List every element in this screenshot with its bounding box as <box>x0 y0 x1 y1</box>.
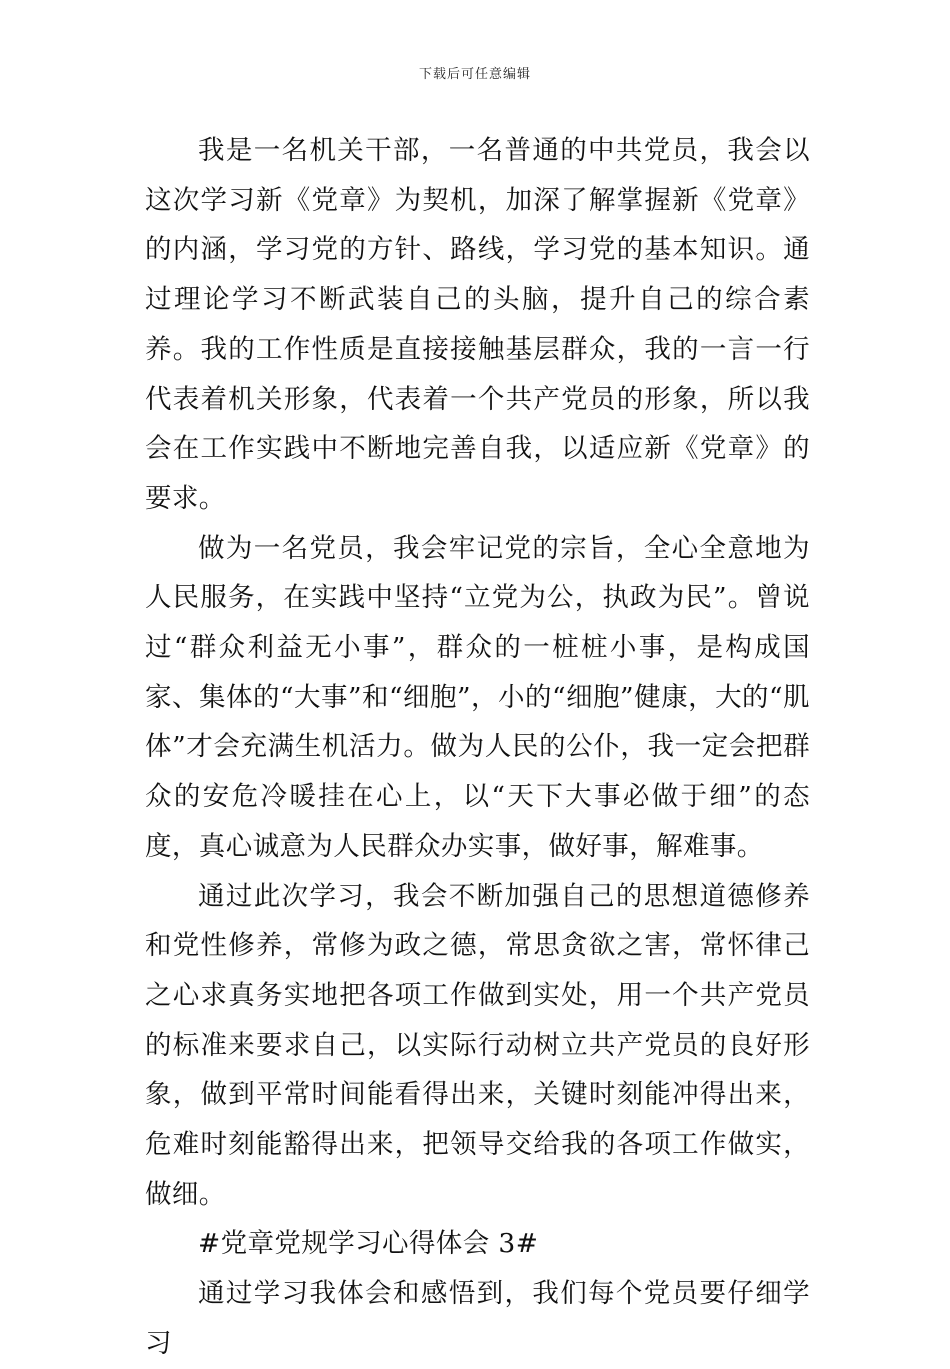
paragraph-4: 通过学习我体会和感悟到，我们每个党员要仔细学习 <box>145 1278 810 1359</box>
paragraph-1: 我是一名机关干部，一名普通的中共党员，我会以这次学习新《党章》为契机，加深了解掌握新《党章》的内涵，学习党的方针、路线，学习党的基本知识。通过理论学习不断武装自己的头脑，提升自己的综合素养。我的工作性质是直接接触基层群众，我的一言一行代表着机关形象，代表着一个共产党员的形象，所以我会在工作实践中不断地完善自我，以适应新《党章》的要求。 <box>145 135 810 514</box>
paragraph-2: 做为一名党员，我会牢记党的宗旨，全心全意地为人民服务，在实践中坚持“立党为公，执政为民”。曾说过“群众利益无小事”，群众的一桩桩小事，是构成国家、集体的“大事”和“细胞”，小的“细胞”健康，大的“肌体”才会充满生机活力。做为人民的公仆，我一定会把群众的安危冷暖挂在心上，以“天下大事必做于细”的态度，真心诚意为人民群众办实事，做好事，解难事。 <box>145 532 810 862</box>
section-heading: #党章党规学习心得体会 3# <box>198 1228 539 1260</box>
document-body <box>145 126 810 1369</box>
page-header: 下载后可任意编辑 <box>418 67 531 82</box>
paragraph-3: 通过此次学习，我会不断加强自己的思想道德修养和党性修养，常修为政之德，常思贪欲之害，常怀律己之心求真务实地把各项工作做到实处，用一个共产党员的标准来要求自己，以实际行动树立共产党员的良好形象，做到平常时间能看得出来，关键时刻能冲得出来，危难时刻能豁得出来，把领导交给我的各项工作做实，做细。 <box>145 880 810 1210</box>
